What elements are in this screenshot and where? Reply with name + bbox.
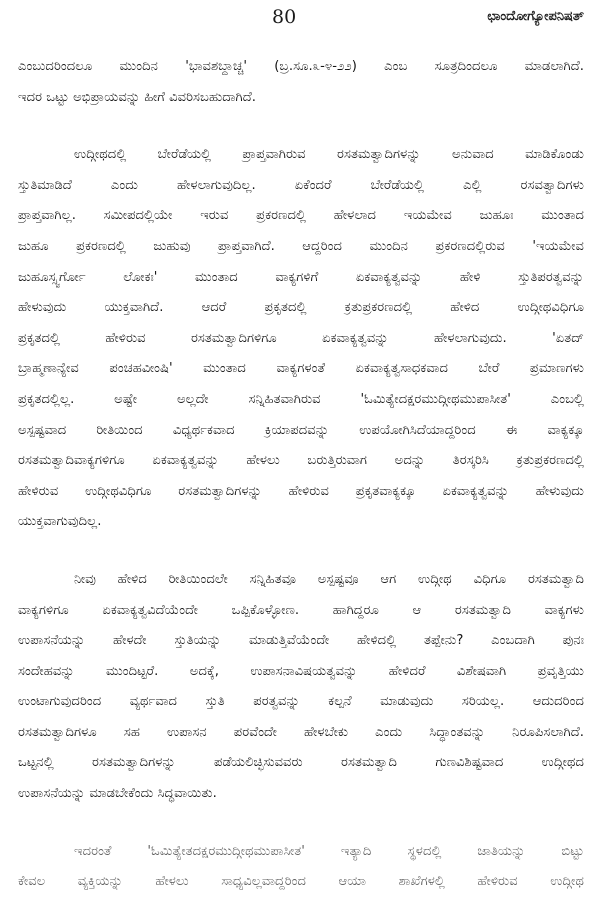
- text-line: ಉಪಾಸನೆಯನ್ನು ಮಾಡಬೇಕೆಂದು ಸಿದ್ಧವಾಯಿತು.: [18, 786, 217, 802]
- text-line: ಹೇಳಿರುವ ಉದ್ಗೀಥವಿಧಿಗೂ ರಸತಮತ್ವಾದಿಗಳನ್ನು ಹೇಳಿರುವ ಪ್ರಕೃತವಾಕ್ಯಕ್ಕೂ ಏಕವಾಕ್ಯತ್ವವನ್ನು ಹೇಳುವುದು: [18, 483, 584, 499]
- text-line: ಪ್ರಾಪ್ತವಾಗಿಲ್ಲ. ಸಮೀಪದಲ್ಲಿಯೇ ಇರುವ ಪ್ರಕರಣದಲ್ಲಿ ಹೇಳಲಾದ ಇಯಮೇವ ಜುಹೂಃ ಮುಂತಾದ: [18, 208, 584, 224]
- paragraph-1: [18, 52, 584, 113]
- body-text: [18, 52, 584, 898]
- text-line: ರಸತಮತ್ವಾದಿಗಳೂ ಸಹ ಉಪಾಸನ ಪರವೆಂದೇ ಹೇಳಬೇಕು ಎಂದು ಸಿದ್ಧಾಂತವನ್ನು ನಿರೂಪಿಸಲಾಗಿದೆ.: [18, 724, 584, 740]
- text-line: ಉಪಾಸನೆಯನ್ನು ಹೇಳದೇ ಸ್ತುತಿಯನ್ನು ಮಾಡುತ್ತಿವೆಯೆಂದೇ ಹೇಳಿದಲ್ಲಿ ತಪ್ಪೇನು? ಎಂಬದಾಗಿ ಪುನಃ: [18, 633, 584, 649]
- text-line: ಎಂಬುದರಿಂದಲೂ ಮುಂದಿನ 'ಭಾವಶಬ್ದಾಚ್ಚ' (ಬ್ರ.ಸೂ.೩-೪-೨೨) ಎಂಬ ಸೂತ್ರದಿಂದಲೂ ಮಾಡಲಾಗಿದೆ.: [18, 59, 584, 74]
- text-line: ಹೇಳುವುದು ಯುಕ್ತವಾಗಿದೆ. ಆದರೆ ಪ್ರಕೃತದಲ್ಲಿ ಕ್ರತುಪ್ರಕರಣದಲ್ಲಿ ಹೇಳಿದ ಉದ್ಗೀಥವಿಧಿಗೂ: [18, 300, 584, 316]
- paragraph-2: [18, 140, 584, 538]
- text-line: ಜುಹೂಸ್ಸ್ವರ್ಗೋ ಲೋಕಃ' ಮುಂತಾದ ವಾಕ್ಯಗಳಿಗೆ ಏಕವಾಕ್ಯತ್ವವನ್ನು ಹೇಳಿ ಸ್ತುತಿಪರತ್ವವನ್ನು: [18, 269, 584, 285]
- text-line: ಇದರ ಒಟ್ಟು ಅಭಿಪ್ರಾಯವನ್ನು ಹೀಗೆ ವಿವರಿಸಬಹುದಾಗಿದೆ.: [18, 89, 256, 105]
- text-line: ಉಂಟಾಗುವುದರಿಂದ ವ್ಯರ್ಥವಾದ ಸ್ತುತಿ ಪರತ್ವವನ್ನು ಕಲ್ಪನೆ ಮಾಡುವುದು ಸರಿಯಲ್ಲ. ಆದುದರಿಂದ: [18, 694, 584, 710]
- text-line: ರಸತಮತ್ವಾದಿವಾಕ್ಯಗಳಿಗೂ ಏಕವಾಕ್ಯತ್ವವನ್ನು ಹೇಳಲು ಬರುತ್ತಿರುವಾಗ ಅದನ್ನು ತಿರಸ್ಕರಿಸಿ ಕ್ರತುಪ್ರಕರಣದಲ್ಲಿ: [18, 453, 584, 469]
- text-line: ಯುಕ್ತವಾಗುವುದಿಲ್ಲ.: [18, 514, 102, 530]
- text-line: ಪ್ರಕೃತದಲ್ಲಿ ಹೇಳಿರುವ ರಸತಮತ್ವಾದಿಗಳಿಗೂ ಏಕವಾಕ್ಯತ್ವವನ್ನು ಹೇಳಲಾಗುವುದು. 'ಏತದ್: [18, 330, 584, 346]
- running-title: ಛಾಂದೋಗ್ಯೋಪನಿಷತ್: [487, 9, 584, 24]
- text-line: ವಾಕ್ಯಗಳಿಗೂ ಏಕವಾಕ್ಯತ್ವವಿದೆಯೆಂದೇ ಒಪ್ಪಿಕೊಳ್ಳೋಣ. ಹಾಗಿದ್ದರೂ ಆ ರಸತಮತ್ವಾದಿ ವಾಕ್ಯಗಳು: [18, 602, 584, 618]
- paragraph-3: [18, 565, 584, 810]
- text-line: ಸ್ತುತಿಮಾಡಿದೆ ಎಂದು ಹೇಳಲಾಗುವುದಿಲ್ಲ. ಏಕೆಂದರೆ ಬೇರೆಡೆಯಲ್ಲಿ ಎಲ್ಲಿ ರಸವತ್ವಾದಿಗಳು: [18, 177, 584, 193]
- text-line: ಕೇವಲ ವ್ಯಕ್ತಿಯನ್ನು ಹೇಳಲು ಸಾಧ್ಯವಿಲ್ಲವಾದ್ದರಿಂದ ಆಯಾ ಶಾಖೆಗಳಲ್ಲಿ ಹೇಳಿರುವ ಉದ್ಗೀಥ: [18, 874, 584, 890]
- text-line: ನೀವು ಹೇಳಿದ ರೀತಿಯಿಂದಲೇ ಸನ್ನಿಹಿತವೂ ಅಸ್ಪಷ್ಟವೂ ಆಗ ಉದ್ಗೀಥ ವಿಧಿಗೂ ರಸತಮತ್ವಾದಿ: [74, 571, 584, 587]
- text-line: ಉದ್ಗೀಥದಲ್ಲಿ ಬೇರೆಡೆಯಲ್ಲಿ ಪ್ರಾಪ್ತವಾಗಿರುವ ರಸತಮತ್ವಾದಿಗಳನ್ನು ಅನುವಾದ ಮಾಡಿಕೊಂಡು: [74, 147, 584, 163]
- text-line: ಇದರಂತೆ 'ಓಮಿತ್ಯೇತದಕ್ಷರಮುದ್ಗೀಥಮುಪಾಸೀತ' ಇತ್ಯಾದಿ ಸ್ಥಳದಲ್ಲಿ ಜಾತಿಯನ್ನು ಬಿಟ್ಟು: [74, 843, 584, 859]
- text-line: ಅಸ್ಪಷ್ಟವಾದ ರೀತಿಯಿಂದ ವಿಧ್ಯರ್ಥಕವಾದ ಕ್ರಿಯಾಪದವನ್ನು ಉಪಯೋಗಿಸಿದೆಯಾದ್ದರಿಂದ ಈ ವಾಕ್ಯಕ್ಕೂ: [18, 422, 584, 438]
- paragraph-4: [18, 837, 584, 898]
- page-number: 80: [272, 6, 297, 28]
- page-header: [0, 6, 600, 32]
- text-line: ಸಂದೇಹವನ್ನು ಮುಂದಿಟ್ಟರೆ. ಅದಕ್ಕೆ, ಉಪಾಸನಾವಿಷಯತ್ವವನ್ನು ಹೇಳಿದರೆ ವಿಶೇಷವಾಗಿ ಪ್ರವೃತ್ತಿಯು: [18, 663, 584, 679]
- text-line: ಪ್ರಕೃತದಲ್ಲಿಲ್ಲ. ಅಷ್ಟೇ ಅಲ್ಲದೇ ಸನ್ನಿಹಿತವಾಗಿರುವ 'ಓಮಿತ್ಯೇದಕ್ಷರಮುದ್ಗೀಥಮುಪಾಸೀತ' ಎಂಬಲ್ಲಿ: [18, 391, 584, 407]
- text-line: ಒಟ್ಟನಲ್ಲಿ ರಸತಮತ್ವಾದಿಗಳನ್ನು ಪಡೆಯಲಿಚ್ಛಿಸುವವರು ರಸತಮತ್ವಾದಿ ಗುಣವಿಶಿಷ್ಟವಾದ ಉದ್ಗೀಥದ: [18, 755, 584, 771]
- text-line: ಬ್ರಾಹ್ಮಣಾನ್ಯೇವ ಪಂಚಹವೀಂಷಿ' ಮುಂತಾದ ವಾಕ್ಯಗಳಂತೆ ಏಕವಾಕ್ಯತ್ವಸಾಧಕವಾದ ಬೇರೆ ಪ್ರಮಾಣಗಳು: [18, 361, 584, 377]
- text-line: ಜುಹೂ ಪ್ರಕರಣದಲ್ಲಿ ಜುಹುವು ಪ್ರಾಪ್ತವಾಗಿದೆ. ಆದ್ದರಿಂದ ಮುಂದಿನ ಪ್ರಕರಣದಲ್ಲಿರುವ 'ಇಯಮೇವ: [18, 238, 584, 254]
